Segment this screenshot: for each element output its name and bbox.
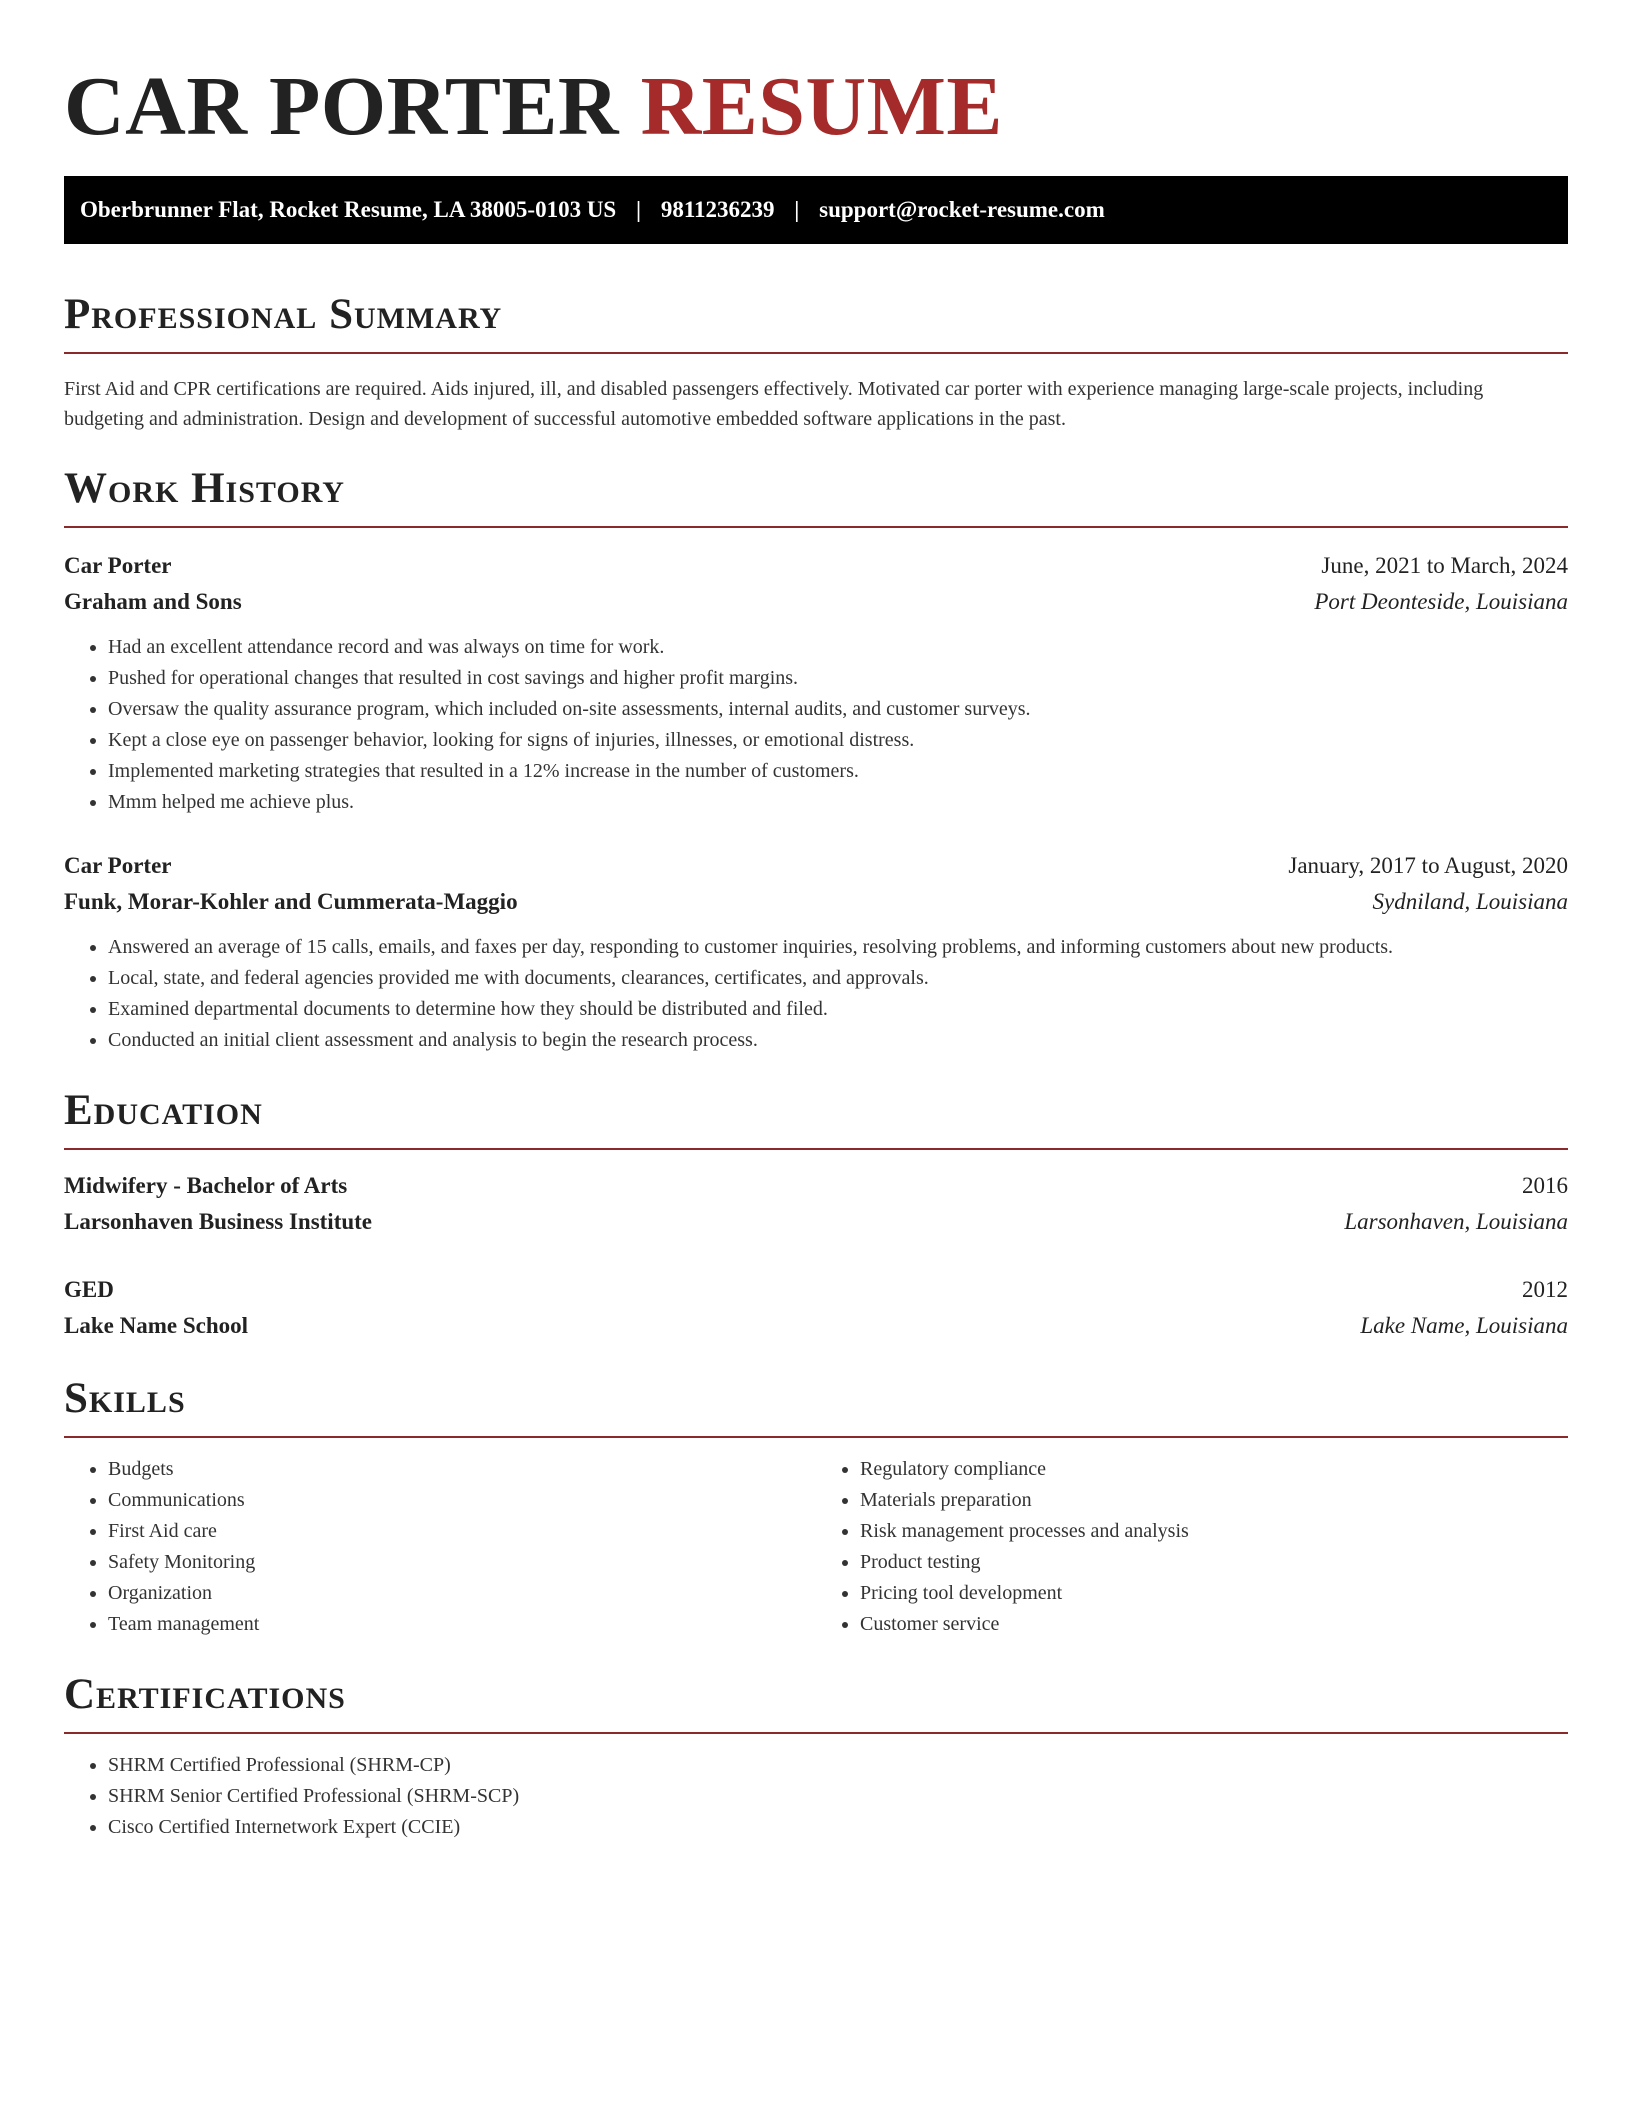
contact-email: support@rocket-resume.com xyxy=(819,197,1105,222)
job-company: Funk, Morar-Kohler and Cummerata-Maggio xyxy=(64,889,518,914)
skill-item: • Product testing xyxy=(860,1547,1568,1578)
job-dates: January, 2017 to August, 2020 xyxy=(1288,853,1568,878)
job-bullet: • Kept a close eye on passenger behavior, looking for signs of injuries, illnesses, or emotional distress. xyxy=(108,725,1568,756)
certification-item: • SHRM Senior Certified Professional (SHRM-SCP) xyxy=(108,1781,1568,1812)
education-degree-row xyxy=(64,1168,1568,1204)
title-main: CAR PORTER xyxy=(64,60,620,153)
section-divider xyxy=(64,1436,1568,1438)
skills-section xyxy=(64,1374,1568,1640)
section-divider xyxy=(64,1732,1568,1734)
skill-item: • Budgets xyxy=(108,1454,816,1485)
job-dates: June, 2021 to March, 2024 xyxy=(1321,553,1568,578)
education-school-row xyxy=(64,1204,1568,1240)
section-heading: Education xyxy=(64,1087,263,1134)
education-year: 2016 xyxy=(1522,1173,1568,1198)
skills-column-left xyxy=(64,1454,816,1640)
contact-separator: | xyxy=(794,197,800,222)
section-heading: Skills xyxy=(64,1375,186,1422)
skill-item: • Team management xyxy=(108,1609,816,1640)
section-divider xyxy=(64,352,1568,354)
job-entry xyxy=(64,548,1568,818)
education-school: Larsonhaven Business Institute xyxy=(64,1209,373,1234)
section-heading: Professional Summary xyxy=(64,291,503,338)
job-bullets xyxy=(64,932,1568,1056)
skill-item: • Pricing tool development xyxy=(860,1578,1568,1609)
skill-item: • Organization xyxy=(108,1578,816,1609)
job-bullet: • Examined departmental documents to determine how they should be distributed and filed. xyxy=(108,994,1568,1025)
job-title: Car Porter xyxy=(64,553,172,578)
job-bullet: • Conducted an initial client assessment and analysis to begin the research process. xyxy=(108,1025,1568,1056)
skills-column-right xyxy=(816,1454,1568,1640)
summary-section xyxy=(64,290,1568,434)
education-section xyxy=(64,1086,1568,1344)
job-entry xyxy=(64,848,1568,1056)
education-year: 2012 xyxy=(1522,1277,1568,1302)
education-entry xyxy=(64,1272,1568,1344)
job-location: Sydniland, Louisiana xyxy=(1372,889,1568,914)
job-company-row xyxy=(64,584,1568,620)
education-location: Lake Name, Louisiana xyxy=(1360,1313,1568,1338)
contact-phone: 9811236239 xyxy=(660,197,775,222)
certifications-section xyxy=(64,1670,1568,1843)
skill-item: • Materials preparation xyxy=(860,1485,1568,1516)
section-divider xyxy=(64,1148,1568,1150)
job-header-row xyxy=(64,848,1568,884)
job-title: Car Porter xyxy=(64,853,172,878)
job-company: Graham and Sons xyxy=(64,589,242,614)
skill-item: • Risk management processes and analysis xyxy=(860,1516,1568,1547)
job-header-row xyxy=(64,548,1568,584)
skills-columns xyxy=(64,1454,1568,1640)
work-history-section xyxy=(64,464,1568,1056)
education-degree: GED xyxy=(64,1277,114,1302)
job-location: Port Deonteside, Louisiana xyxy=(1314,589,1568,614)
job-bullet: • Mmm helped me achieve plus. xyxy=(108,787,1568,818)
job-bullet: • Oversaw the quality assurance program, which included on-site assessments, internal audits, and customer surveys. xyxy=(108,694,1568,725)
education-entry xyxy=(64,1168,1568,1240)
section-heading: Work History xyxy=(64,465,345,512)
contact-separator: | xyxy=(635,197,642,222)
job-bullet: • Local, state, and federal agencies provided me with documents, clearances, certificates, and approvals. xyxy=(108,963,1568,994)
resume-title xyxy=(64,52,1568,162)
skill-item: • Regulatory compliance xyxy=(860,1454,1568,1485)
contact-bar xyxy=(64,176,1568,244)
job-bullet: • Pushed for operational changes that resulted in cost savings and higher profit margins. xyxy=(108,663,1568,694)
section-divider xyxy=(64,526,1568,528)
certification-list xyxy=(64,1750,1568,1843)
education-school: Lake Name School xyxy=(64,1313,248,1338)
skill-item: • First Aid care xyxy=(108,1516,816,1547)
education-degree: Midwifery - Bachelor of Arts xyxy=(64,1173,348,1198)
summary-text: First Aid and CPR certifications are required. Aids injured, ill, and disabled passengers effectively. Motivated car porter with experience managing large-scale projects, including budgeting and administration. Design and development of successful automotive embedded software applications in the past. xyxy=(64,378,1484,430)
certification-item: • SHRM Certified Professional (SHRM-CP) xyxy=(108,1750,1568,1781)
job-bullet: • Answered an average of 15 calls, emails, and faxes per day, responding to customer inquiries, resolving problems, and informing customers about new products. xyxy=(108,932,1568,963)
job-bullets xyxy=(64,632,1568,818)
education-degree-row xyxy=(64,1272,1568,1308)
certification-item: • Cisco Certified Internetwork Expert (CCIE) xyxy=(108,1812,1568,1843)
skill-item: • Communications xyxy=(108,1485,816,1516)
job-bullet: • Had an excellent attendance record and was always on time for work. xyxy=(108,632,1568,663)
education-location: Larsonhaven, Louisiana xyxy=(1344,1209,1568,1234)
job-company-row xyxy=(64,884,1568,920)
job-bullet: • Implemented marketing strategies that resulted in a 12% increase in the number of customers. xyxy=(108,756,1568,787)
skill-item: • Safety Monitoring xyxy=(108,1547,816,1578)
title-accent: RESUME xyxy=(640,60,1003,153)
section-heading: Certifications xyxy=(64,1671,346,1718)
contact-address: Oberbrunner Flat, Rocket Resume, LA 38005-0103 US xyxy=(80,197,617,222)
skill-item: • Customer service xyxy=(860,1609,1568,1640)
education-school-row xyxy=(64,1308,1568,1344)
